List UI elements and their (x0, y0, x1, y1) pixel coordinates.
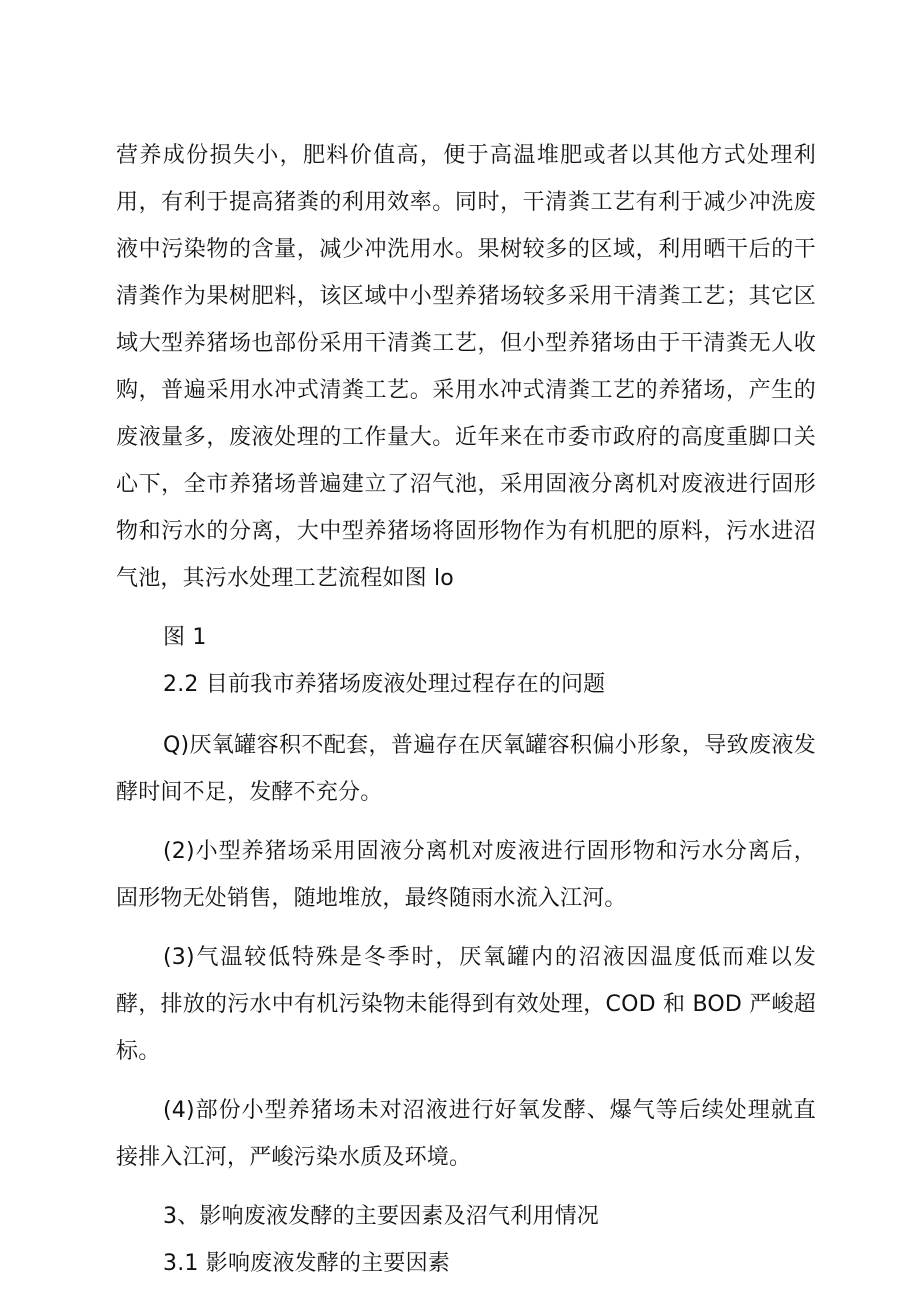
section-heading-3-1: 3.1 影响废液发酵的主要因素 (163, 1251, 450, 1276)
issue-item-4: (4)部份小型养猪场未对沼液进行好氧发酵、爆气等后续处理就直接排入江河，严峻污染水质及环境。 (116, 1098, 816, 1170)
body-paragraph: 营养成份损失小，肥料价值高，便于高温堆肥或者以其他方式处理利用，有利于提高猪粪的利用效率。同时，干清粪工艺有利于减少冲洗废液中污染物的含量，减少冲洗用水。果树较多的区域，利用晒干后的干清粪作为果树肥料，该区域中小型养猪场较多采用干清粪工艺；其它区域大型养猪场也部份采用干清粪工艺，但小型养猪场由于干清粪无人收购，普遍采用水冲式清粪工艺。采用水冲式清粪工艺的养猪场，产生的废液量多，废液处理的工作量大。近年来在市委市政府的高度重脚口关心下，全市养猪场普遍建立了沼气池，采用固液分离机对废液进行固形物和污水的分离，大中型养猪场将固形物作为有机肥的原料，污水进沼气池，其污水处理工艺流程如图 lo (116, 143, 816, 591)
document-body (116, 132, 816, 1287)
issue-item-1: Q)厌氧罐容积不配套，普遍存在厌氧罐容积偏小形象，导致废液发酵时间不足，发酵不充分。 (116, 733, 816, 805)
figure-label: 图 1 (163, 625, 207, 650)
issue-item-2: (2)小型养猪场采用固液分离机对废液进行固形物和污水分离后，固形物无处销售，随地堆放，最终随雨水流入江河。 (116, 839, 816, 911)
section-heading-2-2: 2.2 目前我市养猪场废液处理过程存在的问题 (163, 672, 606, 697)
section-heading-3: 3、影响废液发酵的主要因素及沼气利用情况 (163, 1204, 599, 1229)
issue-item-3: (3)气温较低特殊是冬季时，厌氧罐内的沼液因温度低而难以发酵，排放的污水中有机污染物未能得到有效处理，COD 和 BOD 严峻超标。 (116, 945, 816, 1064)
